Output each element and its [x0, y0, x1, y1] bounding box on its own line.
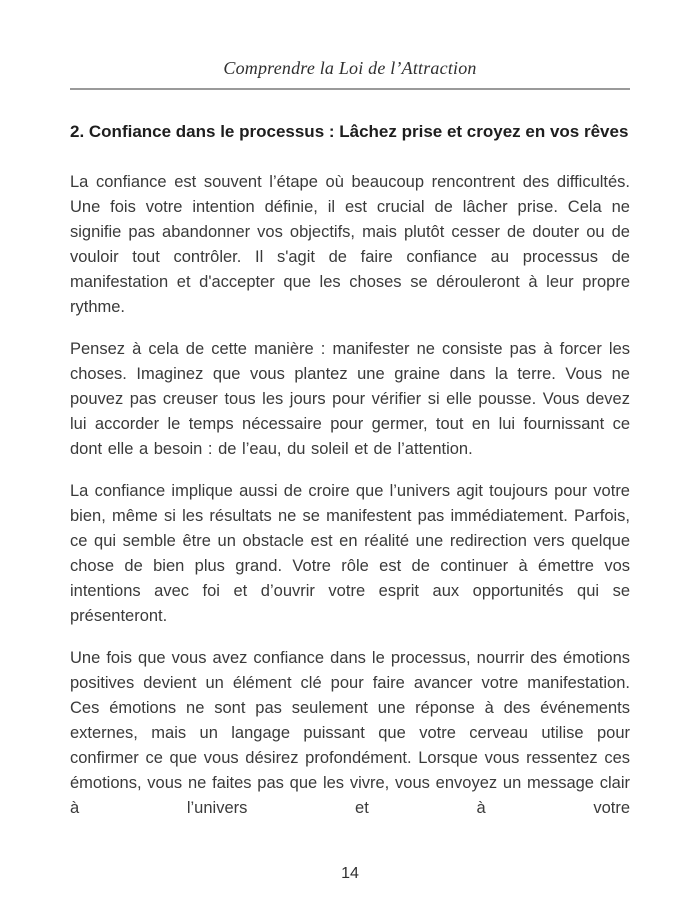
body-paragraph: La confiance implique aussi de croire que l’univers agit toujours pour votre bien, même si les résultats ne se manifestent pas immédiatement. Parfois, ce qui semble être un obstacle est en réalité une redirection vers quelque chose de bien plus grand. Votre rôle est de continuer à émettre vos intentions avec foi et d’ouvrir votre esprit aux opportunités qui se présenteront. [70, 482, 630, 625]
page-content [70, 119, 630, 821]
body-paragraph: Une fois que vous avez confiance dans le processus, nourrir des émotions positives devient un élément clé pour faire avancer votre manifestation. Ces émotions ne sont pas seulement une réponse à des événements externes, mais un langage puissant que votre cerveau utilise pour confirmer ce que vous désirez profondément. Lorsque vous ressentez ces émotions, vous ne faites pas que les vivre, vous envoyez un message clair à l’univers et à votre [70, 649, 630, 817]
section-heading: 2. Confiance dans le processus : Lâchez prise et croyez en vos rêves [70, 122, 629, 141]
body-paragraph: Pensez à cela de cette manière : manifester ne consiste pas à forcer les choses. Imaginez que vous plantez une graine dans la terre. Vous ne pouvez pas creuser tous les jours pour vérifier si elle pousse. Vous devez lui accorder le temps nécessaire pour germer, tout en lui fournissant ce dont elle a besoin : de l’eau, du soleil et de l’attention. [70, 340, 630, 458]
header-divider [70, 88, 630, 90]
page-number: 14 [341, 865, 359, 882]
running-head: Comprendre la Loi de l’Attraction [223, 58, 477, 78]
body-paragraph: La confiance est souvent l’étape où beaucoup rencontrent des difficultés. Une fois votre intention définie, il est crucial de lâcher prise. Cela ne signifie pas abandonner vos objectifs, mais plutôt cesser de douter ou de vouloir tout contrôler. Il s'agit de faire confiance au processus de manifestation et d'accepter que les choses se dérouleront à leur propre rythme. [70, 173, 630, 316]
